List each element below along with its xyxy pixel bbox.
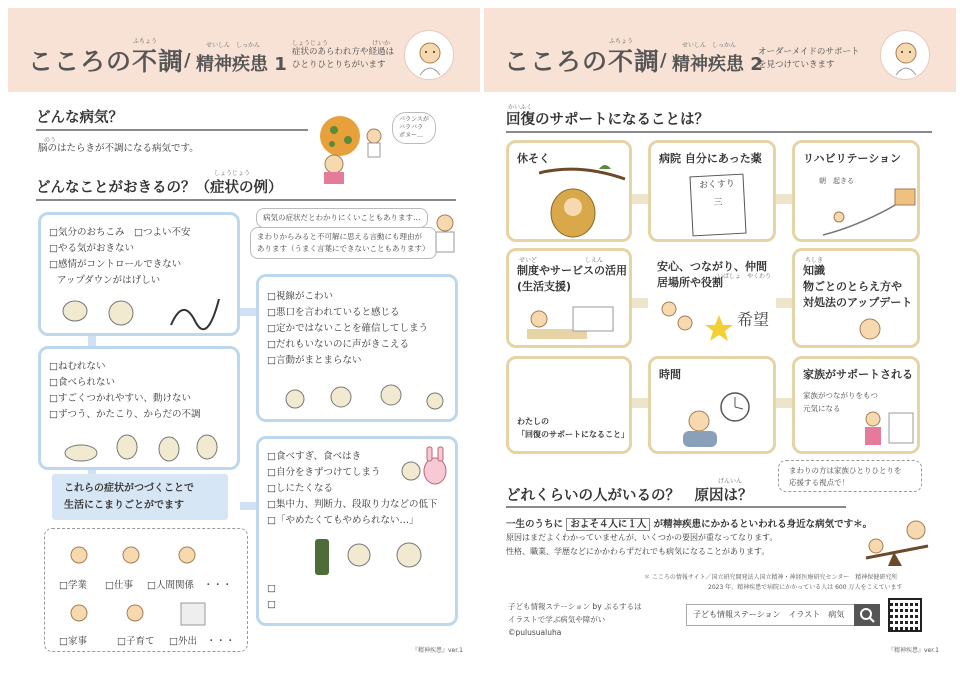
prevalence-statement <box>506 516 872 530</box>
card-rest-title: 休そく <box>517 152 550 165</box>
thinking-person-icon <box>855 315 885 345</box>
section-recovery-title: 回復のサポートになることは？ <box>506 112 709 128</box>
card-rehab <box>792 140 920 242</box>
character-avatar <box>404 30 454 80</box>
empty-checkbox <box>267 581 276 597</box>
empty-checkbox <box>267 597 276 613</box>
card-connector <box>774 298 794 308</box>
card-knowledge <box>792 248 920 348</box>
family-illustration <box>861 407 917 451</box>
card-connection-title: 安心、つながり、仲間 居場所や役割 <box>657 260 767 289</box>
symptom-item: □ 定かではないことを確信してしまう <box>267 321 428 337</box>
section-divider <box>36 199 456 201</box>
qr-code-icon[interactable] <box>888 598 922 632</box>
seesaw-characters-illustration <box>862 512 932 568</box>
symptom-item: □ 言動がまとまらない <box>267 353 428 369</box>
card-family-text: 家族がつながりをもつ 元気になる <box>803 391 878 413</box>
symptom-item: □ ずつう、かたこり、からだの不調 <box>49 407 201 423</box>
rehab-words: 朝 起きる <box>819 177 854 185</box>
system-ruby: せいど しえん <box>519 257 604 264</box>
page-right <box>484 8 956 671</box>
symptom-item-continuation: アップダウンがはげしい <box>57 275 161 286</box>
symptom-item: □ ねむれない <box>49 359 201 375</box>
life-item-study: □学業 <box>59 580 87 591</box>
family-support-note: まわりの方は家族ひとりひとりを 応援する視点で！ <box>778 460 922 492</box>
header-band <box>484 8 956 92</box>
doctor-character-icon <box>428 212 462 256</box>
hope-text: 希望 <box>737 310 770 329</box>
life-difficulties-box <box>44 528 248 652</box>
page-title: こころの不調 <box>504 47 661 76</box>
version-footer: 『精神疾患』ver.1 <box>412 647 463 654</box>
symptom-box-behavior <box>256 436 458 626</box>
symptom-box-mood <box>38 212 240 336</box>
card-system <box>506 248 632 348</box>
prevalence-pre: 一生のうちに <box>506 519 564 530</box>
illustration-speech-bubble: バランスが バラバラ ポヌー… <box>392 112 436 144</box>
cause-text-2: 性格、職業、学歴などにかかわらずだれでも病気になることがあります。 <box>506 547 770 556</box>
card-hospital-title: 病院 自分にあった薬 <box>659 152 762 165</box>
character-face-icon <box>405 31 455 81</box>
section-divider <box>506 131 932 133</box>
source-note-2: 2023 年、精神疾患で病院にかかっている人は 600 万人をこえています <box>708 584 903 591</box>
page-subtitle: 精神疾患 1 <box>196 54 287 75</box>
symptom-item: □ 感情がコントロールできない <box>49 257 190 273</box>
desc-ruby-1: しょうじょう <box>292 40 329 47</box>
title-ruby: ふちょう <box>133 38 158 45</box>
rabbit-character-icon <box>399 441 455 493</box>
section-what-illness-title: どんな病気？ <box>36 110 123 126</box>
symptom-box-body <box>38 346 240 470</box>
clock-time-illustration <box>675 387 765 451</box>
subtitle-ruby: せいしん しっかん <box>206 42 261 49</box>
prevalence-highlight: およそ４人に１人 <box>566 518 650 531</box>
life-item-childcare: □子育て <box>117 636 155 647</box>
title-slash: / <box>184 50 191 71</box>
symptom-item: □ やる気がおきない <box>49 241 190 257</box>
source-note-1: ＊ こころの情報サイト／国立研究開発法人国立精神・神経医療研究センター 精神保健研究所 <box>644 574 898 581</box>
note-bubble-hard-to-tell: 病気の症状だとわかりにくいこともあります… <box>256 208 428 228</box>
card-time <box>648 356 776 454</box>
symptom-list <box>49 359 201 423</box>
empty-checkboxes <box>267 581 276 613</box>
character-face-icon <box>881 31 931 81</box>
recovery-ruby: かいふく <box>508 104 533 111</box>
symptom-box-perception <box>256 274 458 422</box>
section-what-illness-text: 脳のはたらきが不調になる病気です。 <box>38 143 199 154</box>
card-hospital <box>648 140 776 242</box>
card-my-support <box>506 356 632 454</box>
section-symptoms-title: どんなことがおきるの？（症状の例） <box>36 180 283 196</box>
header-description: 症状のあらわれ方や経過は ひとりひとりちがいます <box>292 47 395 70</box>
symptom-item: □ 悪口を言われていると感じる <box>267 305 428 321</box>
symptom-item: □ 集中力、判断力、段取り力などの低下 <box>267 497 438 513</box>
card-connection <box>648 248 776 348</box>
subtitle-ruby: せいしん しっかん <box>682 42 737 49</box>
section-divider <box>36 129 308 131</box>
symptom-item: □ 自分をきずつけてしまう <box>267 465 438 481</box>
character-avatar <box>880 30 930 80</box>
medicine-bag-icon: おくすり 三 <box>689 174 746 237</box>
consultation-illustration <box>523 303 623 345</box>
header-description: オーダーメイドのサポート を見つけていきます <box>758 47 860 70</box>
card-rest <box>506 140 632 242</box>
symptom-item: □ 食べすぎ、食べはき <box>267 449 438 465</box>
life-item-work: □仕事 <box>105 580 133 591</box>
cause-text-1: 原因はまだよくわかっていませんが、いくつかの要因が重なってなります。 <box>506 533 778 542</box>
symptom-item: □ 視線がこわい <box>267 289 428 305</box>
card-family <box>792 356 920 454</box>
search-box[interactable]: 子ども情報ステーション イラスト 病気 <box>686 604 856 626</box>
symptom-item: □ 「やめたくてもやめられない…」 <box>267 513 438 529</box>
card-family-title: 家族がサポートされる <box>803 368 913 381</box>
life-characters-illustration <box>63 537 233 577</box>
page-subtitle: 精神疾患 2 <box>672 54 763 75</box>
card-connector <box>630 398 650 408</box>
card-connector <box>630 298 650 308</box>
section-prevalence-title: どれくらいの人がいるの？ 原因は？ <box>506 488 753 504</box>
card-connector <box>774 398 794 408</box>
life-characters-illustration-2 <box>63 597 233 631</box>
brain-ruby: のう <box>44 137 57 144</box>
tired-characters-illustration <box>57 429 227 467</box>
connect-ruby: いばしょ やくわり <box>717 273 772 280</box>
card-my-support-title: わたしの 「回復のサポートになること」 <box>517 417 629 439</box>
symptom-item: □ 気分のおちこみ □つよい不安 <box>49 225 190 241</box>
knowledge-ruby: ちしき <box>805 257 824 264</box>
life-item-going-out: □外出 ・・・ <box>169 636 235 647</box>
page-title: こころの不調 <box>28 47 185 76</box>
cause-ruby: げんいん <box>718 478 743 485</box>
page-left <box>8 8 480 671</box>
symptom-list <box>267 289 428 369</box>
card-rehab-title: リハビリテーション <box>803 152 902 165</box>
mood-characters-illustration <box>51 291 231 333</box>
desc-ruby-2: けいか <box>372 40 391 47</box>
title-slash: / <box>660 50 667 71</box>
header-band <box>8 8 480 92</box>
symptom-item: □ すごくつかれやすい、動けない <box>49 391 201 407</box>
climbing-steps-illustration <box>819 187 919 239</box>
life-item-housework: □家事 <box>59 636 87 647</box>
search-icon <box>854 604 880 626</box>
symptom-list <box>49 225 190 289</box>
credit-text: 子ども情報ステーション by ぷるするは イラストで学ぶ病気や障がい ©pulusualuha <box>508 602 642 637</box>
symptom-item: □ しにたくなる <box>267 481 438 497</box>
sleeping-hammock-illustration <box>539 163 629 239</box>
symptom-item: □ 食べられない <box>49 375 201 391</box>
symptoms-ruby: しょうじょう <box>214 170 251 177</box>
card-connector <box>774 194 794 204</box>
search-button[interactable] <box>854 604 880 626</box>
card-system-title: 制度やサービスの活用 (生活支援) <box>517 264 627 293</box>
symptom-item: □ だれもいないのに声がきこえる <box>267 337 428 353</box>
prevalence-post: が精神疾患にかかるといわれる身近な病気です＊。 <box>653 519 873 530</box>
section-divider <box>506 506 846 508</box>
card-connector <box>630 194 650 204</box>
note-bubble-reasons: まわりからみると不可解に思える言動にも理由が あります（うまく言葉にできないこともあります） <box>250 227 437 259</box>
card-knowledge-title: 知識 物ごとのとらえ方や 対処法のアップデート <box>803 264 913 309</box>
version-footer: 『精神疾患』ver.1 <box>888 647 939 654</box>
life-difficulty-callout: これらの症状がつづくことで 生活にこまりごとがでます <box>52 474 228 520</box>
overwhelmed-characters-illustration <box>309 531 449 583</box>
anxious-characters-illustration <box>275 377 451 419</box>
card-time-title: 時間 <box>659 368 681 381</box>
brain-tree-illustration <box>308 106 458 186</box>
title-ruby: ふちょう <box>609 38 634 45</box>
life-item-relationships: □人間関係 ・・・ <box>147 580 232 591</box>
